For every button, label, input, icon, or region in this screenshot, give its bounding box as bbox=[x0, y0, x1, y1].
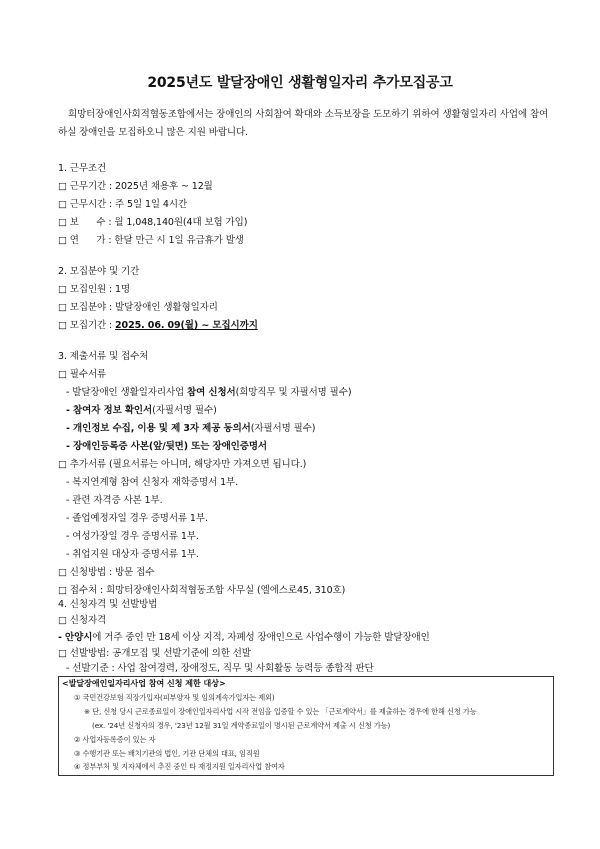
required-doc-2 bbox=[66, 402, 217, 416]
qualification-detail: 에 거주 중인 만 18세 이상 지적, 자폐성 장애인으로 사업수행이 가능한 발달장애인 bbox=[92, 632, 430, 643]
required-doc-1-bold: 참여 신청서 bbox=[187, 387, 236, 398]
intro-paragraph: 희망터장애인사회적협동조합에서는 장애인의 사회참여 확대와 소득보장을 도모하기 위하여 생활형일자리 사업에 참여하실 장애인을 모집하오니 많은 지원 바랍니다. bbox=[58, 109, 549, 138]
notice-item-3: ③ 수행기관 또는 배치기관의 법인, 기관 단체의 대표, 임직원 bbox=[74, 749, 260, 758]
work-hours: □ 근무시간 : 주 5일 1일 4시간 bbox=[58, 199, 188, 210]
notice-item-1: ① 국민건강보험 직장가입자(피부양자 및 임의계속가입자는 제외) bbox=[74, 693, 275, 702]
page-title: 2025년도 발달장애인 생활형일자리 추가모집공고 bbox=[147, 75, 453, 91]
selection-method: □ 선발방법: 공개모집 및 선발기준에 의한 선발 bbox=[58, 648, 251, 659]
section-1-heading: 1. 근무조건 bbox=[58, 163, 107, 174]
extra-doc-3: - 졸업예정자일 경우 증명서류 1부. bbox=[66, 513, 208, 524]
apply-method: □ 신청방법 : 방문 접수 bbox=[58, 567, 155, 578]
extra-doc-2: - 관련 자격증 사본 1부. bbox=[66, 495, 163, 506]
required-doc-3-bold: - 개인정보 수집, 이용 및 제 3자 제공 동의서 bbox=[66, 423, 251, 434]
extra-doc-1: - 복지연계형 참여 신청자 재학증명서 1부. bbox=[66, 477, 239, 488]
extra-doc-4: - 여성가장일 경우 증명서류 1부. bbox=[66, 531, 199, 542]
recruit-period bbox=[58, 317, 258, 331]
required-docs-label: □ 필수서류 bbox=[58, 369, 107, 380]
required-doc-1-note: (희망직무 및 자필서명 필수) bbox=[235, 387, 352, 398]
qualification-label: □ 신청자격 bbox=[58, 615, 107, 626]
work-period: □ 근무기간 : 2025년 채용후 ~ 12월 bbox=[58, 181, 213, 192]
qualification-text bbox=[58, 629, 430, 643]
notice-item-1-note: ※ 단, 신청 당시 근로종료일이 장애인일자리사업 시작 전임을 입증할 수 있는 「근로계약서」를 제출하는 경우에 한해 신청 가능 bbox=[84, 707, 477, 716]
notice-title: <발달장애인일자리사업 참여 신청 제한 대상> bbox=[62, 679, 226, 688]
qualification-city: - 안양시 bbox=[58, 632, 93, 643]
recruit-field: □ 모집분야 : 발달장애인 생활형일자리 bbox=[58, 302, 218, 313]
required-doc-3 bbox=[66, 420, 315, 434]
extra-docs-label: □ 추가서류 (필요서류는 아니며, 해당자만 가져오면 됩니다.) bbox=[58, 459, 307, 470]
required-doc-2-note: (자필서명 필수) bbox=[152, 405, 217, 416]
required-doc-3-note: (자필서명 필수) bbox=[250, 423, 316, 434]
recruit-period-label: □ 모집기간 : bbox=[58, 320, 116, 331]
notice-item-4: ④ 정부부처 및 지자체에서 추진 중인 타 재정지원 일자리사업 참여자 bbox=[74, 762, 285, 771]
salary: □ 보 수 : 월 1,048,140원(4대 보험 가입) bbox=[58, 217, 248, 228]
section-4-heading: 4. 신청자격 및 선발방법 bbox=[58, 599, 158, 610]
selection-criteria: - 선발기준 : 사업 참여경력, 장애정도, 직무 및 사회활동 능력등 종합적 판단 bbox=[66, 663, 374, 674]
recruit-period-value: 2025. 06. 09(월) ~ 모집시까지 bbox=[115, 320, 258, 331]
annual-leave: □ 연 가 : 한달 만근 시 1일 유급휴가 발생 bbox=[58, 235, 244, 246]
section-2-heading: 2. 모집분야 및 기간 bbox=[58, 266, 140, 277]
required-doc-1 bbox=[66, 384, 351, 398]
notice-item-1-example: (ex. '24년 신청자의 경우, '23년 12월 31일 계약종료일이 명시된 근로계약서 제출 시 신청 가능) bbox=[92, 721, 391, 730]
extra-doc-5: - 취업지원 대상자 증명서류 1부. bbox=[66, 549, 199, 560]
apply-place: □ 접수처 : 희망터장애인사회적협동조합 사무실 (엘에스로45, 310호) bbox=[58, 585, 346, 596]
required-doc-4: - 장애인등록증 사본(앞/뒷면) 또는 장애인증명서 bbox=[66, 441, 267, 452]
recruit-count: □ 모집인원 : 1명 bbox=[58, 284, 131, 295]
notice-item-2: ② 사업자등록증이 있는 자 bbox=[74, 735, 156, 744]
required-doc-2-bold: - 참여자 정보 확인서 bbox=[66, 405, 153, 416]
required-doc-1-text: - 발달장애인 생활일자리사업 bbox=[66, 387, 188, 398]
section-3-heading: 3. 제출서류 및 접수처 bbox=[58, 351, 149, 362]
